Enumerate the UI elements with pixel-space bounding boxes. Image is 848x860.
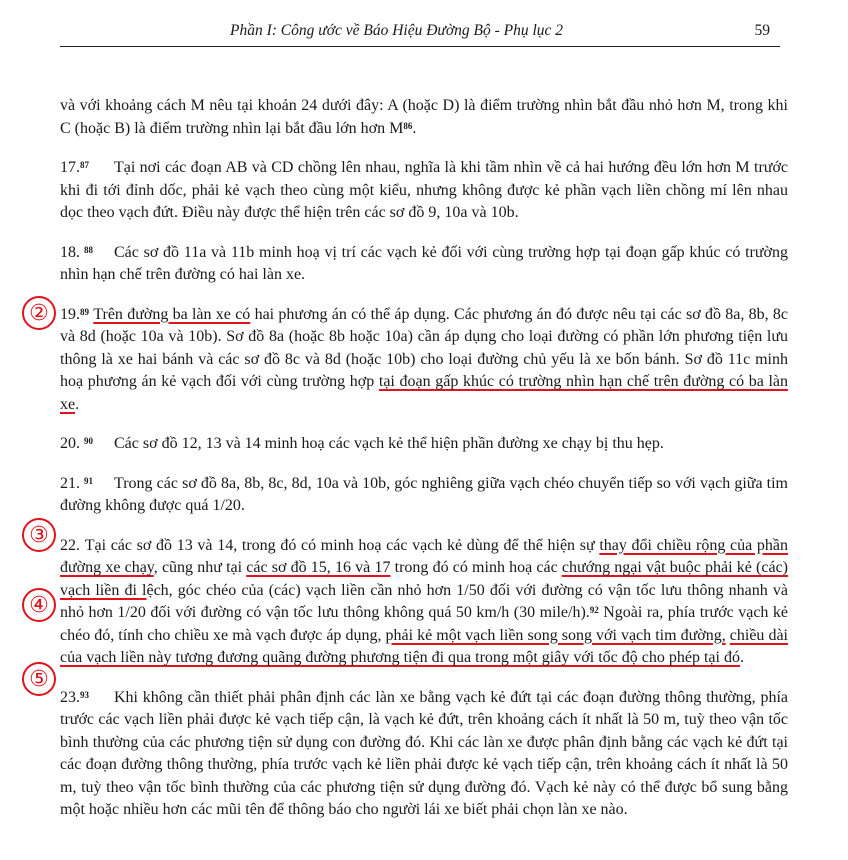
footnote-ref: 86: [403, 120, 413, 131]
highlighted-text: tại đoạn gấp khúc có trường nhìn hạn chế trên đường có ba làn xe: [60, 373, 789, 413]
paragraph-text: Các sơ đồ 11a và 11b minh hoạ vị trí các vạch kẻ đối với cùng trường hợp tại đoạn gấp khúc có trường nhìn hạn chế trên đường có hai làn xe.: [60, 243, 788, 283]
annotation-marker-2: ②: [22, 296, 56, 330]
paragraph-number: [60, 433, 114, 456]
paragraph-number-text: 23.: [60, 688, 80, 706]
highlighted-text: các sơ đồ 15, 16 và 17: [246, 559, 391, 576]
paragraph-number: 22.: [60, 536, 80, 554]
highlighted-text: chiều dài của vạch liền này tương đương quãng đường phương tiện đi qua trong một giây với tốc độ cho phép tại đó: [60, 626, 789, 666]
paragraph-number: [60, 473, 114, 496]
paragraph-text: Ngoài ra, phía trước vạch kẻ chéo đó, tính cho chiều xe mà vạch được áp dụng,: [60, 604, 789, 644]
footnote-ref: 92: [589, 605, 599, 615]
annotation-marker-4: ④: [22, 588, 56, 622]
paragraph-text: .: [412, 119, 417, 137]
paragraph-21: [60, 473, 788, 518]
paragraph-20: [60, 433, 788, 456]
paragraph-text: Khi không cần thiết phải phân định các làn xe bằng vạch kẻ đứt tại các đoạn đường thông thường, phía trước các vạch liền phải được kẻ vạch tiếp cận, là vạch kẻ đứt, trên khoảng cách ít nhất là 50 m, tuỳ theo vận tốc bình thường của các phương tiện sử dụng con đường đó. Khi các làn xe được phân định bằng các vạch kẻ đứt tại các đoạn đường thông thường, phía trước vạch kẻ liền phải được kẻ vạch tiếp cận, trên khoảng cách ít nhất là 50 m, tuỳ theo vận tốc bình thường của các phương tiện sử dụng đường đó. Vạch kẻ này có thể được bổ sung bằng một hoặc nhiều hơn các mũi tên để thông báo cho người lái xe biết phải chọn làn xe nào.: [60, 688, 788, 818]
paragraph-number: 19.: [60, 305, 80, 323]
paragraph-text: .: [75, 395, 80, 413]
paragraph-text: và với khoảng cách M nêu tại khoản 24 dưới đây: A (hoặc D) là điểm trường nhìn bắt đầu nhỏ hơn M, trong khi C (hoặc B) là điểm trường nhìn lại bắt đầu lớn hơn M: [60, 97, 788, 137]
paragraph-number-text: 21.: [60, 474, 80, 492]
highlighted-text: Trên đường ba làn xe có: [93, 305, 251, 323]
annotation-marker-5: ⑤: [22, 662, 56, 696]
paragraph-22: [60, 535, 788, 670]
paragraph-text: Trong các sơ đồ 8a, 8b, 8c, 8d, 10a và 10b, góc nghiêng giữa vạch chéo chuyển tiếp so với vạch giữa tim đường không được quá 1/20.: [60, 474, 788, 514]
highlighted-text: chướng ngại vật buộc phải kẻ (các) vạch liền đi l: [60, 559, 789, 599]
footnote-ref: 91: [84, 475, 93, 486]
paragraph-19: [60, 304, 788, 417]
paragraph-text: ệch, góc chéo của (các) vạch liền cần nhỏ hơn 1/50 đối với đường có vận tốc lưu thông nhanh và nhỏ hơn 1/20 đối với đường có vận tốc lưu thông không quá 50 km/h (30 mile/h).: [60, 581, 788, 621]
page-number: 59: [754, 22, 770, 39]
footnote-ref: 93: [80, 689, 89, 700]
paragraph-text: hai phương án có thể áp dụng. Các phương án đó được nêu tại các sơ đồ 8a, 8b, 8c và 8d (hoặc 10a và 10b). Sơ đồ 8a (hoặc 8b hoặc 10a) cần áp dụng cho loại đường có phần lớn phương tiện lưu thông là xe hai bánh và các sơ đồ 8c và 8d (hoặc 10b) cho loại đường chủ yếu là xe bốn bánh. Sơ đồ 11c minh hoạ phương án kẻ vạch đối với cùng trường hợp: [60, 305, 789, 390]
paragraph-number-text: 17.: [60, 159, 80, 176]
paragraph-number-text: 20.: [60, 435, 80, 452]
paragraph-number-text: 18.: [60, 243, 80, 261]
paragraph-continuation: [60, 95, 788, 140]
footnote-ref: 88: [84, 244, 93, 255]
paragraph-text: Tại nơi các đoạn AB và CD chồng lên nhau, nghĩa là khi tầm nhìn về cả hai hướng đều lớn hơn M trước khi đi tới đỉnh dốc, phải kẻ vạch theo cùng một kiểu, nhưng không được kẻ phần vạch liền chồng mí lên nhau dọc theo vạch đứt. Điều này được thể hiện trên các sơ đồ 9, 10a và 10b.: [60, 159, 788, 221]
paragraph-number: [60, 687, 114, 710]
header-title: Phần I: Công ước về Báo Hiệu Đường Bộ - Phụ lục 2: [230, 22, 564, 39]
highlighted-text: thay đổi chiều rộng của phần đường xe chạy: [60, 536, 789, 576]
paragraph-text: Các sơ đồ 12, 13 và 14 minh hoạ các vạch kẻ thể hiện phần đường xe chạy bị thu hẹp.: [114, 435, 664, 452]
paragraph-text: trong đó có minh hoạ các: [390, 559, 562, 576]
page-header: [60, 20, 780, 47]
paragraph-23: [60, 687, 788, 822]
footnote-ref: 90: [84, 436, 93, 446]
document-body: [60, 95, 788, 822]
footnote-ref: 87: [80, 160, 89, 170]
footnote-ref: 89: [80, 306, 89, 317]
paragraph-number: [60, 157, 114, 180]
annotation-marker-3: ③: [22, 518, 56, 552]
paragraph-18: [60, 242, 788, 287]
paragraph-text: , cũng như tại: [153, 559, 247, 576]
paragraph-17: [60, 157, 788, 225]
paragraph-number: [60, 242, 114, 265]
highlighted-text: phải kẻ một vạch liền song song với vạch tim đường,: [385, 626, 726, 644]
paragraph-text: Tại các sơ đồ 13 và 14, trong đó có minh hoạ các vạch kẻ dùng để thể hiện sự: [84, 536, 600, 554]
paragraph-text: .: [739, 649, 744, 666]
